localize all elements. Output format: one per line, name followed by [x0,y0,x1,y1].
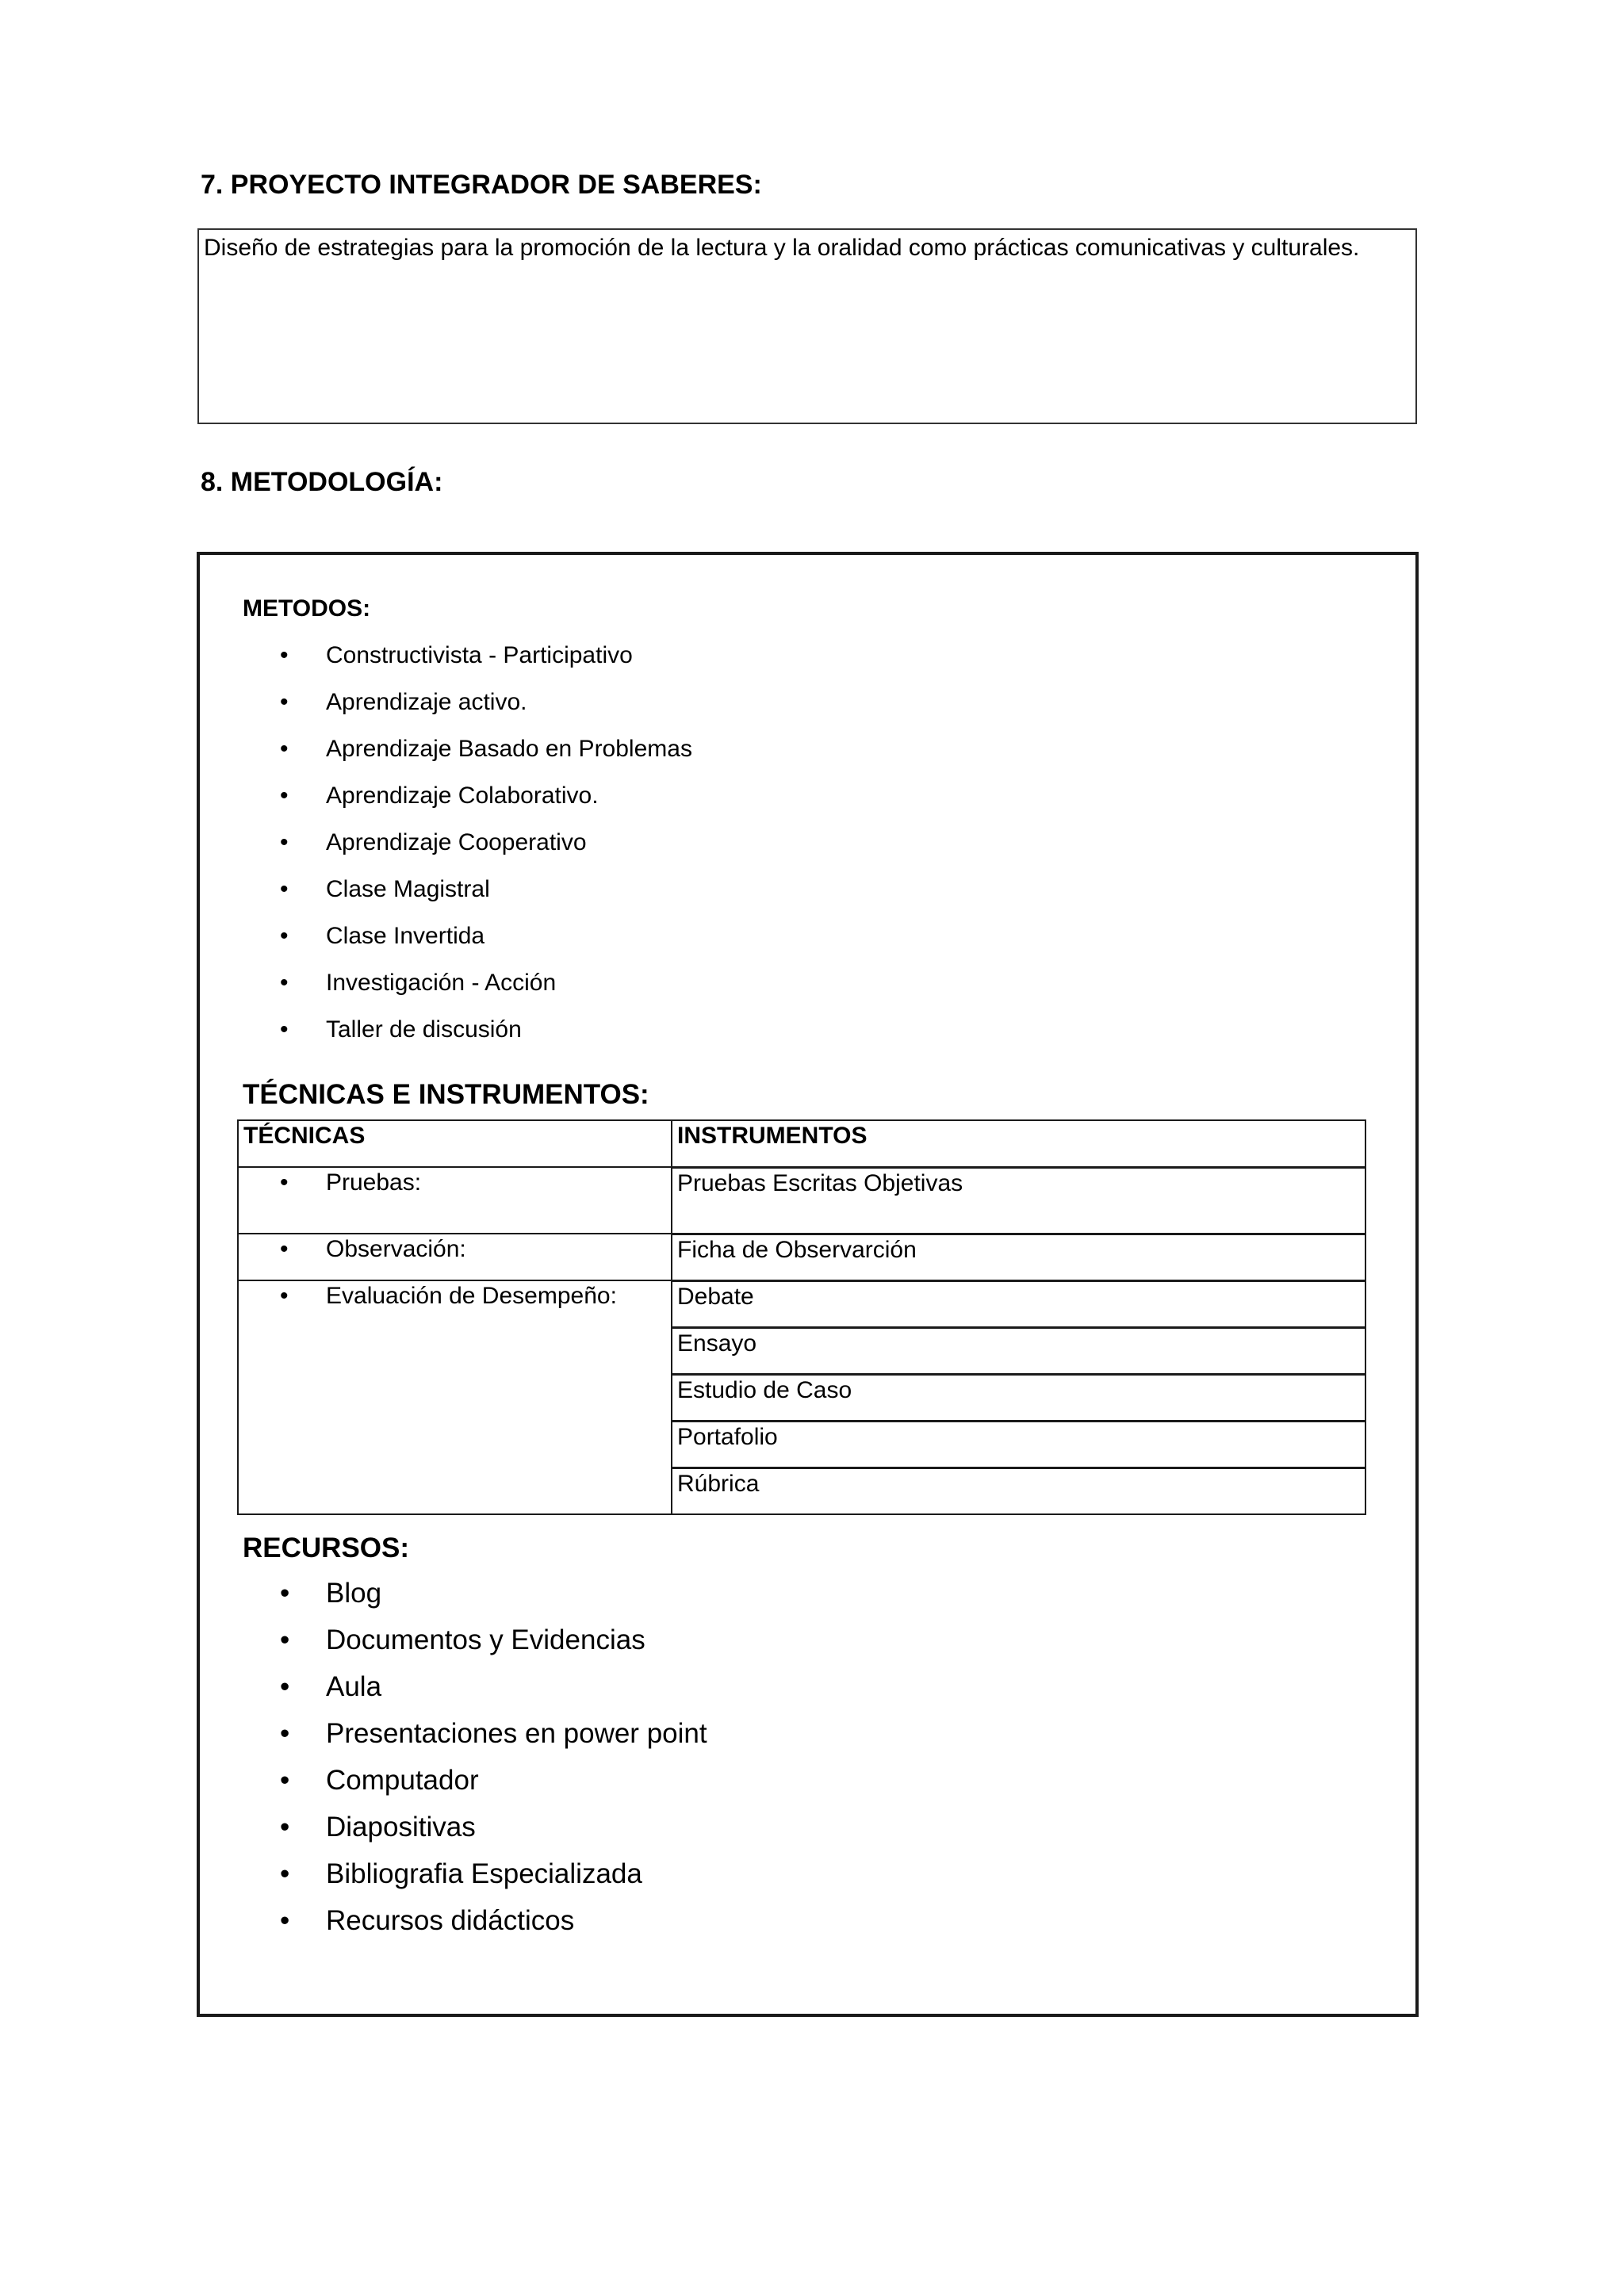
metodo-label: Clase Invertida [326,923,485,949]
instrumento-cell: Pruebas Escritas Objetivas [672,1167,1365,1234]
tecnica-cell [238,1234,672,1280]
instrumento-cell: Ensayo [672,1327,1365,1374]
metodo-label: Taller de discusión [326,1016,522,1043]
table-row [238,1280,1365,1327]
bullet-icon: • [280,689,289,715]
bullet-icon: • [280,876,289,902]
metodos-title: METODOS: [243,595,371,622]
bullet-icon: • [280,736,289,762]
recursos-title: RECURSOS: [243,1533,410,1563]
recurso-label: Diapositivas [326,1812,476,1843]
section-8-heading: 8. METODOLOGÍA: [201,467,443,497]
bullet-icon: • [280,1905,290,1936]
bullet-icon: • [280,1858,290,1889]
project-description: Diseño de estrategias para la promoción de la lectura y la oralidad como prácticas comunicativas y culturales. [204,235,1360,261]
table-header-row [238,1120,1365,1167]
recurso-label: Presentaciones en power point [326,1718,707,1749]
section-7-heading: 7. PROYECTO INTEGRADOR DE SABERES: [201,170,762,200]
bullet-icon: • [280,642,289,668]
tecnicas-title: TÉCNICAS E INSTRUMENTOS: [243,1079,649,1110]
col-tecnicas-header: TÉCNICAS [238,1120,672,1167]
recurso-label: Blog [326,1578,382,1609]
metodo-label: Aprendizaje Basado en Problemas [326,736,692,762]
bullet-icon: • [280,1169,289,1196]
bullet-icon: • [280,923,289,949]
col-instrumentos-header: INSTRUMENTOS [672,1120,1365,1167]
tecnica-label: Observación: [326,1236,466,1262]
bullet-icon: • [280,1765,290,1796]
tecnica-cell [238,1280,672,1514]
recurso-label: Aula [326,1671,382,1702]
bullet-icon: • [280,1812,290,1843]
table-row [238,1167,1365,1234]
recurso-label: Bibliografia Especializada [326,1858,642,1889]
recurso-label: Documentos y Evidencias [326,1624,645,1655]
instrumento-cell: Ficha de Observarción [672,1234,1365,1280]
instrumento-cell: Estudio de Caso [672,1374,1365,1421]
tecnica-cell [238,1167,672,1234]
instrumento-cell: Rúbrica [672,1468,1365,1514]
bullet-icon: • [280,1624,290,1655]
bullet-icon: • [280,1016,289,1043]
metodo-label: Investigación - Acción [326,970,557,996]
bullet-icon: • [280,1718,290,1749]
bullet-icon: • [280,970,289,996]
bullet-icon: • [280,783,289,809]
instrumento-cell: Portafolio [672,1421,1365,1468]
recurso-label: Recursos didácticos [326,1905,575,1936]
bullet-icon: • [280,1236,289,1262]
project-box [197,228,1417,424]
metodo-label: Constructivista - Participativo [326,642,633,668]
metodo-label: Aprendizaje Cooperativo [326,829,587,855]
techniques-table [237,1119,1366,1515]
table-row [238,1234,1365,1280]
tecnica-label: Evaluación de Desempeño: [326,1283,617,1309]
bullet-icon: • [280,1671,290,1702]
metodo-label: Aprendizaje activo. [326,689,527,715]
instrumento-cell: Debate [672,1280,1365,1327]
bullet-icon: • [280,1578,290,1609]
bullet-icon: • [280,829,289,855]
bullet-icon: • [280,1283,289,1309]
metodo-label: Clase Magistral [326,876,490,902]
tecnica-label: Pruebas: [326,1169,422,1196]
metodo-label: Aprendizaje Colaborativo. [326,783,599,809]
recurso-label: Computador [326,1765,479,1796]
